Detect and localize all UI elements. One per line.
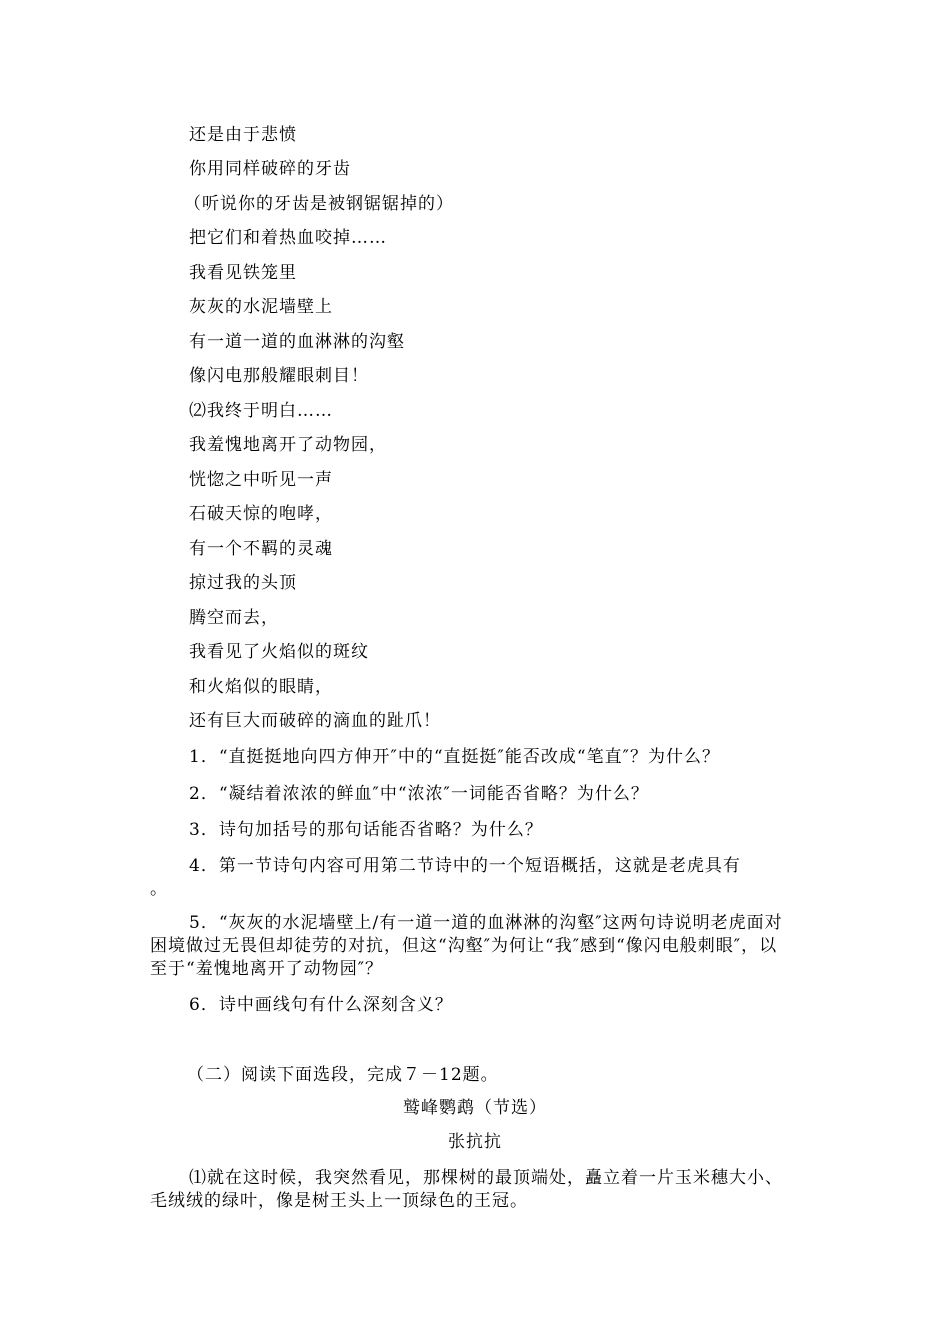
poem-line: （听说你的牙齿是被钢锯锯掉的） <box>184 194 454 214</box>
poem-line: 你用同样破碎的牙齿 <box>189 159 351 179</box>
passage-author: 张抗抗 <box>448 1132 502 1152</box>
poem-line: 还有巨大而破碎的滴血的趾爪！ <box>189 711 441 731</box>
poem-line: 还是由于悲愤 <box>189 125 297 145</box>
question-4-continuation: 。 <box>150 879 168 899</box>
poem-line: 我看见铁笼里 <box>189 263 297 283</box>
passage-title: 鹫峰鹦鹉（节选） <box>403 1098 547 1118</box>
poem-line: 灰灰的水泥墙壁上 <box>189 297 333 317</box>
question-1: 1．“直挺挺地向四方伸开″中的“直挺挺″能否改成“笔直″？为什么？ <box>189 747 720 767</box>
poem-line: 我看见了火焰似的斑纹 <box>189 642 369 662</box>
poem-line: 有一个不羁的灵魂 <box>189 539 333 559</box>
poem-line: 我羞愧地离开了动物园， <box>189 435 387 455</box>
poem-line: ⑵我终于明白…… <box>189 401 333 421</box>
question-4: 4．第一节诗句内容可用第二节诗中的一个短语概括，这就是老虎具有 <box>189 856 741 876</box>
question-6: 6．诗中画线句有什么深刻含义？ <box>189 995 453 1015</box>
poem-line: 腾空而去， <box>189 608 279 628</box>
poem-line: 把它们和着热血咬掉…… <box>189 228 387 248</box>
poem-line: 掠过我的头顶 <box>189 573 297 593</box>
poem-line: 石破天惊的咆哮， <box>189 504 333 524</box>
poem-line: 和火焰似的眼睛， <box>189 677 333 697</box>
passage-paragraph-1: ⑴就在这时候，我突然看见，那棵树的最顶端处，矗立着一片玉米穗大小、毛绒绒的绿叶，像是树王头上一顶绿色的王冠。 <box>150 1168 783 1211</box>
poem-line: 恍惚之中听见一声 <box>189 470 333 490</box>
question-3: 3．诗句加括号的那句话能否省略？为什么？ <box>189 820 543 840</box>
section-intro: （二）阅读下面选段，完成７－12题。 <box>187 1065 499 1085</box>
question-5: 5．“灰灰的水泥墙壁上/有一道一道的血淋淋的沟壑″这两句诗说明老虎面对困境做过无畏但却徒劳的对抗，但这“沟壑″为何让“我″感到“像闪电般刺眼″，以至于“羞愧地离开了动物园″？ <box>150 913 783 979</box>
poem-line: 像闪电那般耀眼刺目！ <box>189 366 369 386</box>
poem-line: 有一道一道的血淋淋的沟壑 <box>189 332 405 352</box>
question-2: 2．“凝结着浓浓的鲜血″中“浓浓″一词能否省略？为什么？ <box>189 784 649 804</box>
